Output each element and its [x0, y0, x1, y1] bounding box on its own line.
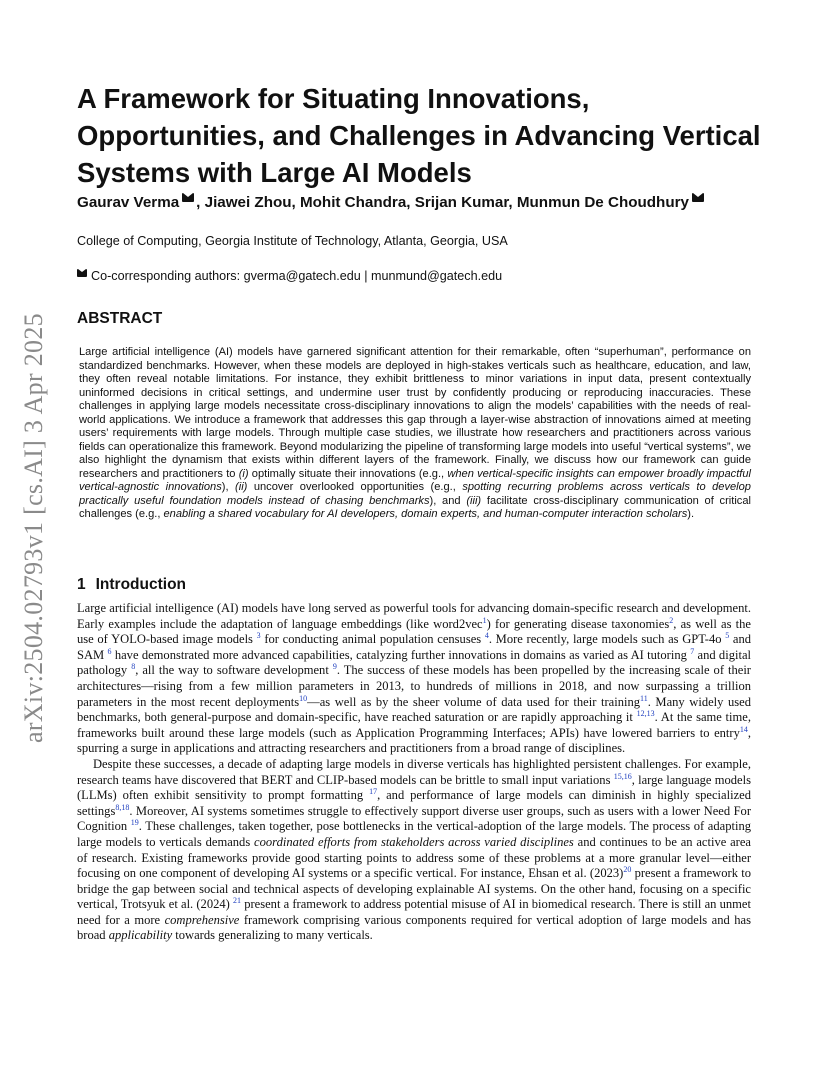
text-segment: present a framework to address potential misuse of AI in biomedical research. There is still an unmet need for a more: [77, 897, 751, 927]
paragraph: [77, 757, 751, 944]
author-names: Jiawei Zhou, Mohit Chandra, Srijan Kumar,: [204, 194, 517, 211]
text-segment: —as well as by the sheer volume of data used for their training: [307, 694, 641, 709]
citation-link[interactable]: 20: [623, 865, 632, 875]
author-name: Munmun De Choudhury: [516, 194, 689, 211]
text-segment: Large artificial intelligence (AI) models have long served as powerful tools for advancing domain-specific research and development. Early examples include the adaptation of language embeddings (like word2vec: [77, 601, 751, 631]
citation-link[interactable]: 6: [107, 646, 112, 656]
emphasis-text: comprehensive: [164, 912, 240, 927]
text-segment: and digital pathology: [77, 647, 751, 678]
abstract-segment: uncover overlooked opportunities (e.g.,: [247, 481, 463, 493]
citation-link[interactable]: 9: [332, 662, 337, 672]
citation-link[interactable]: 14: [739, 724, 748, 734]
text-segment: . The success of these models has been propelled by the increasing scale of their architectures—rising from a few million parameters in 2013, to hundreds of millions in 2018, and now surpassing a trillion parameters in the most recent deployments: [77, 663, 751, 709]
text-segment: , spurring a surge in applications and attracting researchers and practitioners from a broad range of disciplines.: [77, 725, 751, 756]
text-segment: . Moreover, AI systems sometimes struggle to effectively support diverse user groups, such as users with a lower Need For Cognition: [77, 803, 751, 834]
citation-link[interactable]: 11: [640, 693, 648, 703]
envelope-icon: [77, 269, 87, 277]
citation-link[interactable]: 4: [484, 631, 489, 641]
citation-link[interactable]: 17: [369, 787, 378, 797]
affiliation: College of Computing, Georgia Institute of Technology, Atlanta, Georgia, USA: [77, 234, 508, 248]
arxiv-identifier: arXiv:2504.02793v1 [cs.AI] 3 Apr 2025: [19, 313, 48, 743]
abstract-emphasis: enabling a shared vocabulary for AI developers, domain experts, and human-computer interaction scholars: [163, 508, 688, 520]
envelope-icon: [182, 193, 194, 202]
emphasis-text: applicability: [108, 928, 173, 943]
abstract-emphasis: spotting recurring problems across verticals to develop practically useful foundation models instead of chasing benchmarks: [79, 481, 751, 507]
abstract-marker: (iii): [466, 494, 482, 507]
citation-link[interactable]: 12,13: [636, 709, 655, 719]
text-segment: . At the same time, frameworks built around these large models (such as Application Programming Interfaces; APIs) have lowered barriers to entry: [77, 710, 751, 740]
corresponding-authors-text: Co-corresponding authors: gverma@gatech.edu | munmund@gatech.edu: [91, 269, 503, 283]
citation-link[interactable]: 1: [482, 615, 487, 625]
emphasis-text: coordinated efforts from stakeholders across varied disciplines: [254, 834, 574, 849]
text-segment: Despite these successes, a decade of adapting large models in diverse verticals has highlighted persistent challenges. For example, research teams have discovered that BERT and CLIP-based models can be brittle to small input variations: [77, 756, 751, 787]
author-list: [77, 193, 777, 213]
text-segment: and SAM: [77, 632, 751, 662]
envelope-icon: [692, 193, 704, 202]
abstract-emphasis: when vertical-specific insights can empower broadly impactful vertical-agnostic innovations: [79, 467, 751, 493]
text-segment: . More recently, large models such as GPT-4o: [488, 632, 726, 647]
citation-link[interactable]: 19: [130, 818, 139, 828]
text-segment: , and performance of large models can diminish in highly specialized settings: [77, 788, 751, 818]
corresponding-authors: [77, 268, 777, 284]
text-segment: framework comprising various components required for vertical adoption of large models and has broad: [77, 912, 751, 943]
citation-link[interactable]: 2: [669, 615, 674, 625]
citation-link[interactable]: 5: [725, 631, 730, 641]
abstract-segment: optimally situate their innovations (e.g.,: [248, 467, 448, 480]
text-segment: . These challenges, taken together, pose bottlenecks in the vertical-adoption of the large models. The process of adapting large models to verticals demands: [77, 819, 751, 849]
section-heading-introduction: [77, 576, 186, 594]
text-segment: , as well as the use of YOLO-based image models: [77, 616, 751, 647]
abstract-segment: ),: [221, 481, 236, 493]
citation-link[interactable]: 21: [233, 896, 242, 906]
text-segment: , all the way to software development: [135, 663, 333, 678]
text-segment: . Many widely used benchmarks, both general-purpose and domain-specific, have reached saturation or are rapidly approaching it: [77, 694, 751, 725]
text-segment: present a framework to bridge the gap between social and technical aspects of developing explainable AI systems. On the other hand, focusing on a specific vertical, Trotsyuk et al. (2024): [77, 866, 751, 912]
abstract-segment: ), and: [429, 494, 467, 507]
citation-link[interactable]: 10: [299, 693, 308, 703]
text-segment: and continues to be an active area of research. Existing frameworks provide good starting points to address some of these problems at a more granular level—either focusing on one component of developing AI systems or a specific vertical. For instance, Ehsan et al. (2023): [77, 834, 752, 881]
citation-link[interactable]: 3: [256, 631, 261, 641]
author-name: Gaurav Verma: [77, 194, 180, 211]
citation-link[interactable]: 7: [690, 646, 695, 656]
introduction-body: [77, 601, 751, 944]
section-number: 1: [77, 576, 86, 593]
abstract-marker: (ii): [235, 481, 248, 493]
abstract-segment: ).: [687, 508, 695, 520]
citation-link[interactable]: 8,18: [115, 802, 130, 812]
abstract-segment: facilitate cross-disciplinary communication of critical challenges (e.g.,: [79, 494, 751, 520]
abstract-marker: (i): [238, 467, 249, 480]
citation-link[interactable]: 8: [131, 662, 136, 672]
text-segment: for conducting animal population censuses: [260, 632, 485, 647]
text-segment: towards generalizing to many verticals.: [172, 928, 373, 943]
section-title: Introduction: [95, 576, 187, 593]
paper-title: A Framework for Situating Innovations, Opportunities, and Challenges in Advancing Vertical Systems with Large AI Models: [77, 83, 761, 188]
abstract-text: [79, 346, 751, 522]
text-segment: have demonstrated more advanced capabilities, catalyzing further innovations in domains as varied as AI tutoring: [111, 647, 691, 662]
paragraph: [77, 601, 751, 757]
abstract-heading: ABSTRACT: [77, 310, 163, 327]
author-separator: ,: [196, 194, 205, 211]
text-segment: , large language models (LLMs) often exhibit sensitivity to prompt formatting: [77, 772, 751, 803]
citation-link[interactable]: 15,16: [613, 771, 632, 781]
abstract-segment: Large artificial intelligence (AI) models have garnered significant attention for their remarkable, often “superhuman”, performance on standardized benchmarks. However, when these models are deployed in high-stakes verticals such as healthcare, education, and law, they often reveal notable limitations. For instance, they exhibit brittleness to minor variations in input data, present contextually uninformed decisions in critical settings, and undermine user trust by confidently producing or reproducing inaccuracies. These challenges in applying large models necessitate cross-disciplinary innovations to align the models’ capabilities with the needs of real-world applications. We introduce a framework that addresses this gap through a layer-wise abstraction of innovations aimed at meeting users’ requirements with large models. Through multiple case studies, we illustrate how researchers and practitioners across various fields can operationalize this framework. Beyond modularizing the pipeline of transforming large models into useful “vertical systems”, we also highlight the dynamism that exists within different layers of the framework. Finally, we discuss how our framework can guide researchers and practitioners to: [79, 346, 751, 480]
text-segment: ) for generating disease taxonomies: [486, 616, 670, 631]
